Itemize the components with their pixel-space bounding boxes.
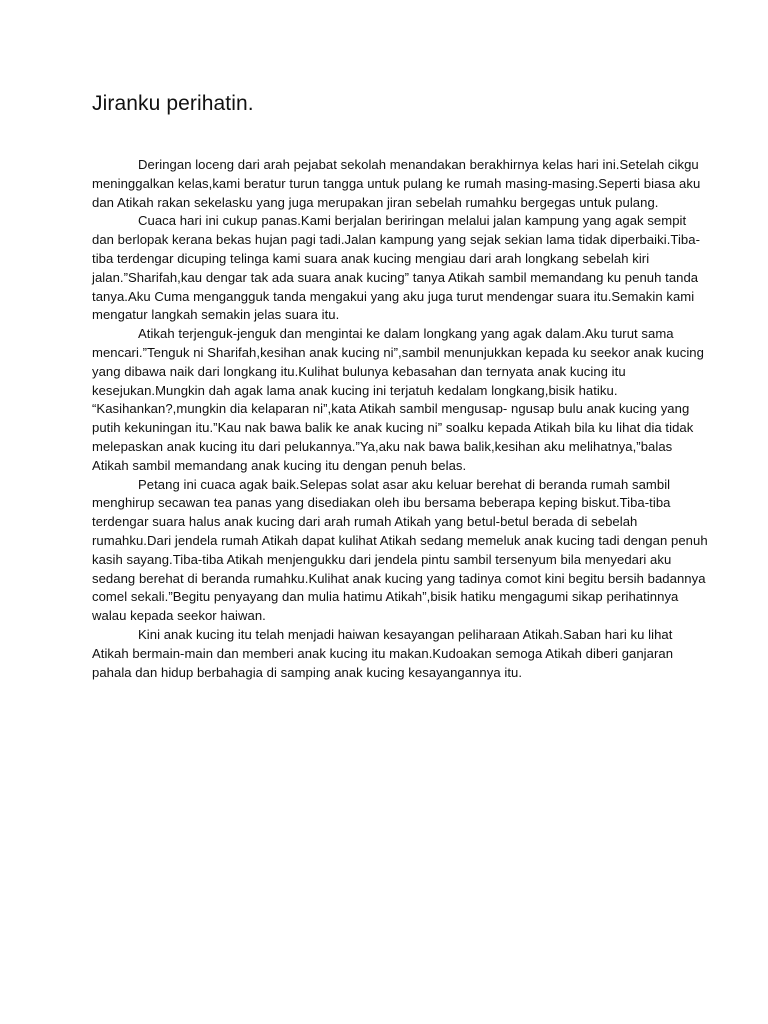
paragraph-3: Atikah terjenguk-jenguk dan mengintai ke dalam longkang yang agak dalam.Aku turut sama mencari.”Tenguk ni Sharifah,kesihan anak kucing ni”,sambil menunjukkan kepada ku seekor anak kucing yang dibawa naik dari longkang itu.Kulihat bulunya kebasahan dan ternyata anak kucing itu kesejukan.Mungkin dah agak lama anak kucing ini terjatuh kedalam longkang,bisik hatiku. — [92, 326, 704, 398]
document-title: Jiranku perihatin. — [92, 92, 254, 115]
paragraph-6: Kini anak kucing itu telah menjadi haiwan kesayangan peliharaan Atikah.Saban hari ku lihat Atikah bermain-main dan memberi anak kucing itu makan.Kudoakan semoga Atikah diberi ganjaran pahala dan hidup berbahagia di samping anak kucing kesayangannya itu. — [92, 626, 674, 680]
paragraph-4: “Kasihankan?,mungkin dia kelaparan ni”,kata Atikah sambil mengusap- ngusap bulu anak kucing yang putih kekuningan itu.”Kau nak bawa balik ke anak kucing ni” soalku kepada Atikah bila ku lihat dia tidak melepaskan anak kucing itu dari pelukannya.”Ya,aku nak bawa balik,kesihan aku melihatnya,”balas Atikah sambil memandang anak kucing itu dengan penuh belas. — [92, 401, 694, 473]
document-body — [92, 156, 708, 682]
paragraph-1: Deringan loceng dari arah pejabat sekolah menandakan berakhirnya kelas hari ini.Setelah cikgu meninggalkan kelas,kami beratur turun tangga untuk pulang ke rumah masing-masing.Seperti biasa aku dan Atikah rakan sekelasku yang juga merupakan jiran sebelah rumahku bergegas untuk pulang. — [92, 157, 701, 210]
paragraph-5: Petang ini cuaca agak baik.Selepas solat asar aku keluar berehat di beranda rumah sambil menghirup secawan tea panas yang disediakan oleh ibu bersama beberapa keping biskut.Tiba-tiba terdengar suara halus anak kucing dari arah rumah Atikah yang betul-betul berada di sebelah rumahku.Dari jendela rumah Atikah dapat kulihat Atikah sedang memeluk anak kucing tadi dengan penuh kasih sayang.Tiba-tiba Atikah menjengukku dari jendela pintu sambil tersenyum bila menyedari aku sedang berehat di beranda rumahku.Kulihat anak kucing yang tadinya comot kini begitu bersih badannya comel sekali.”Begitu penyayang dan mulia hatimu Atikah”,bisik hatiku mengagumi sikap perihatinnya walau kepada seekor haiwan. — [92, 476, 708, 624]
paragraph-2: Cuaca hari ini cukup panas.Kami berjalan beriringan melalui jalan kampung yang agak sempit dan berlopak kerana bekas hujan pagi tadi.Jalan kampung yang sejak sekian lama tidak diperbaiki.Tiba-tiba terdengar dicuping telinga kami suara anak kucing mengiau dari arah longkang sebelah kiri jalan.”Sharifah,kau dengar tak ada suara anak kucing” tanya Atikah sambil memandang ku penuh tanda tanya.Aku Cuma mengangguk tanda mengakui yang aku juga turut mendengar suara itu.Semakin kami mengatur langkah semakin jelas suara itu. — [92, 213, 700, 323]
